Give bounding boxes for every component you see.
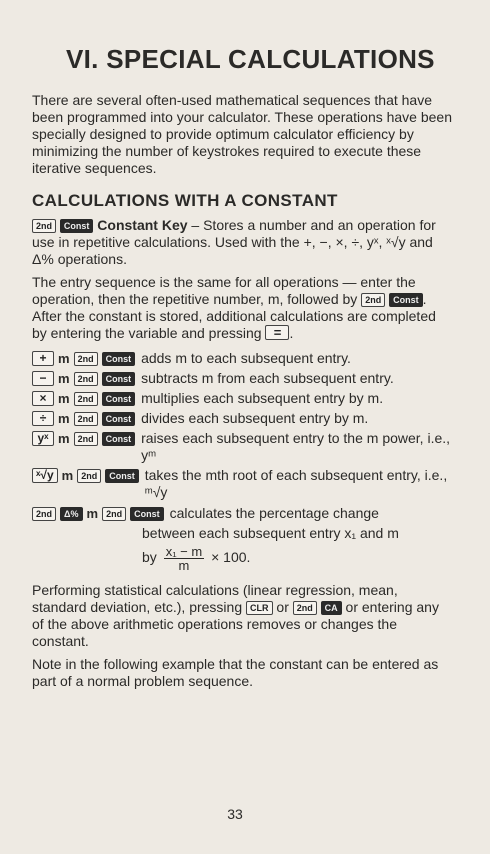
ca-key: CA: [321, 601, 342, 615]
operation-row: [32, 410, 452, 427]
m-label: m: [61, 468, 74, 483]
note-paragraph: Note in the following example that the constant can be entered as part of a normal problem sequence.: [32, 656, 439, 689]
operation-row: [32, 370, 452, 387]
section-heading: CALCULATIONS WITH A CONSTANT: [32, 191, 338, 210]
const-key: Const: [102, 432, 136, 446]
divide-key: ÷: [32, 411, 54, 426]
operation-row: [32, 467, 452, 501]
operation-row: [32, 350, 452, 367]
second-key: 2nd: [32, 219, 56, 233]
power-key: yˣ: [32, 431, 54, 446]
second-key: 2nd: [74, 412, 98, 426]
m-label: m: [58, 391, 70, 406]
entry-sequence-text-1: The entry sequence is the same for all operations — enter the operation, then the repetitive number, m, followed by: [32, 274, 416, 307]
const-key: Const: [60, 219, 94, 233]
delta-desc-2: between each subsequent entry x₁ and m: [142, 525, 399, 541]
operations-list: [32, 350, 452, 572]
second-key: 2nd: [74, 372, 98, 386]
manual-page: [32, 44, 452, 690]
operation-desc: subtracts m from each subsequent entry.: [141, 370, 394, 386]
m-label: m: [58, 371, 70, 386]
const-key: Const: [130, 507, 164, 521]
statistical-text-2: or: [276, 599, 289, 615]
second-key: 2nd: [74, 392, 98, 406]
fraction: [164, 545, 205, 572]
second-key: 2nd: [77, 469, 101, 483]
entry-sequence-text-2: . After the constant is stored, additional calculations are completed by entering the variable and pressing: [32, 291, 436, 341]
root-key: ˣ√y: [32, 468, 58, 483]
second-key: 2nd: [361, 293, 385, 307]
m-label: m: [86, 506, 99, 521]
operation-desc: raises each subsequent entry to the m power, i.e., yᵐ: [141, 430, 451, 463]
constant-key-paragraph: [32, 217, 452, 268]
operation-row: [32, 430, 452, 464]
statistical-paragraph: [32, 582, 452, 650]
m-label: m: [58, 431, 70, 446]
equals-key: =: [265, 325, 289, 340]
constant-key-text: – Stores a number and an operation for use in repetitive calculations. Used with the +, −, ×, ÷, yˣ, ˣ√y and Δ% operations.: [32, 217, 436, 267]
delta-formula: [32, 545, 452, 572]
const-key: Const: [105, 469, 139, 483]
const-key: Const: [102, 412, 136, 426]
second-key: 2nd: [293, 601, 317, 615]
times-key: ×: [32, 391, 54, 406]
second-key: 2nd: [32, 507, 56, 521]
m-label: m: [58, 411, 70, 426]
operation-desc: divides each subsequent entry by m.: [141, 410, 369, 426]
m-label: m: [58, 351, 70, 366]
entry-sequence-paragraph: [32, 274, 452, 342]
fraction-denominator: m: [178, 558, 190, 573]
page-title: VI. SPECIAL CALCULATIONS: [66, 44, 435, 74]
intro-paragraph: There are several often-used mathematical sequences that have been programmed into your calculator. These operations have been specially designed to provide optimum calculator efficiency by minimizing the number of keystrokes required to execute these iterative sequences.: [32, 92, 453, 176]
plus-key: +: [32, 351, 54, 366]
operation-row: [32, 390, 452, 407]
const-key: Const: [389, 293, 423, 307]
const-key: Const: [102, 392, 136, 406]
minus-key: −: [32, 371, 54, 386]
statistical-text-3: or entering any of the above arithmetic operations removes or changes the constant.: [32, 599, 439, 649]
second-key: 2nd: [74, 432, 98, 446]
second-key: 2nd: [102, 507, 126, 521]
page-number: 33: [227, 806, 243, 822]
const-key: Const: [102, 352, 136, 366]
second-key: 2nd: [74, 352, 98, 366]
constant-key-label: Constant Key: [97, 217, 188, 233]
const-key: Const: [102, 372, 136, 386]
formula-tail: × 100.: [211, 549, 251, 566]
operation-desc: takes the mth root of each subsequent entry, i.e., ᵐ√y: [144, 467, 448, 500]
delta-desc-1: calculates the percentage change: [169, 505, 379, 521]
delta-percent-key: Δ%: [60, 507, 82, 521]
operation-desc: multiplies each subsequent entry by m.: [141, 390, 384, 406]
statistical-text-1: Performing statistical calculations (linear regression, mean, standard deviation, etc.), pressing: [32, 582, 398, 615]
entry-sequence-text-3: .: [289, 325, 294, 341]
operation-desc: adds m to each subsequent entry.: [141, 350, 351, 366]
operation-row-delta: [32, 505, 452, 522]
clr-key: CLR: [246, 601, 273, 615]
fraction-numerator: x₁ − m: [165, 544, 203, 559]
formula-by: by: [142, 549, 157, 566]
